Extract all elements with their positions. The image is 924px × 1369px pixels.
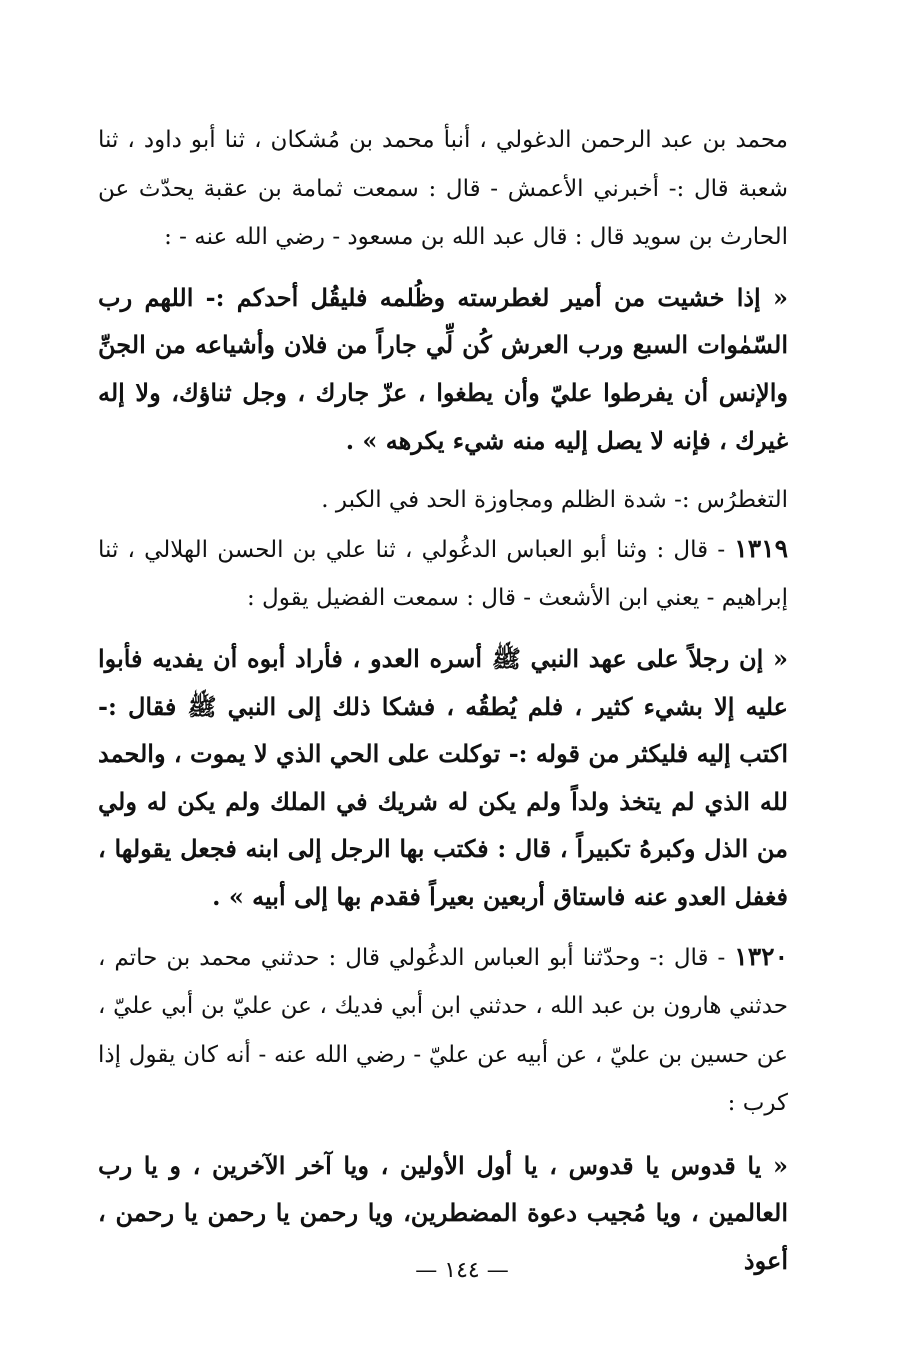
entry-number: ١٣١٩ [734, 533, 788, 563]
hadith-text: « يا قدوس يا قدوس ، يا أول الأولين ، ويا آخر الآخرين ، و يا رب العالمين ، ويا مُجيب دعوة المضطرين، ويا رحمن يا رحمن يا رحمن ، أعوذ [98, 1150, 788, 1276]
entry-isnad: - قال :- وحدّثنا أبو العباس الدغُولي قال : حدثني محمد بن حاتم ، حدثني هارون بن عبد الله ، حدثني ابن أبي فديك ، عن عليّ بن أبي عليّ ، عن حسين بن عليّ ، عن أبيه عن عليّ - رضي الله عنه - أنه كان يقول إذا كرب : [98, 944, 788, 1117]
entry-isnad: - قال : وثنا أبو العباس الدغُولي ، ثنا علي بن الحسن الهلالي ، ثنا إبراهيم - يعني ابن الأشعث - قال : سمعت الفضيل يقول : [98, 536, 788, 612]
hadith-text: « إن رجلاً على عهد النبي ﷺ أسره العدو ، فأراد أبوه أن يفديه فأبوا عليه إلا بشيء كثير ، فلم يُطقُه ، فشكا ذلك إلى النبي ﷺ فقال :- اكتب إليه فليكثر من قوله :- توكلت على الحي الذي لا يموت ، والحمد لله الذي لم يتخذ ولداً ولم يكن له شريك في الملك ولم يكن له ولي من الذل وكبرهُ تكبيراً ، قال : فكتب بها الرجل إلى ابنه فجعل يقولها ، فغفل العدو عنه فاستاق أربعين بعيراً فقدم بها إلى أبيه » . [98, 643, 788, 911]
entry-1319 [98, 525, 788, 623]
isnad-paragraph: محمد بن عبد الرحمن الدغولي ، أنبأ محمد بن مُشكان ، ثنا أبو داود ، ثنا شعبة قال :- أخبرني الأعمش - قال : سمعت ثمامة بن عقبة يحدّث عن الحارث بن سويد قال : قال عبد الله بن مسعود - رضي الله عنه - : [98, 127, 789, 251]
entry-number: ١٣٢٠ [734, 941, 788, 971]
page-number: — ١٤٤ — [415, 1258, 509, 1283]
hadith-text: « إذا خشيت من أمير لغطرسته وظُلمه فليقُل أحدكم :- اللهم رب السّمٰوات السبع ورب العرش كُن لِّي جاراً من فلان وأشياعه من الجنِّ والإنس أن يفرطوا عليّ وأن يطغوا ، عزّ جارك ، وجل ثناؤك، ولا إله غيرك ، فإنه لا يصل إليه منه شيء يكرهه » . [98, 282, 788, 455]
entry-1320 [98, 933, 788, 1128]
gloss-note: التغطرُس :- شدة الظلم ومجاوزة الحد في الكبر . [321, 487, 788, 514]
text-column [98, 116, 788, 1285]
